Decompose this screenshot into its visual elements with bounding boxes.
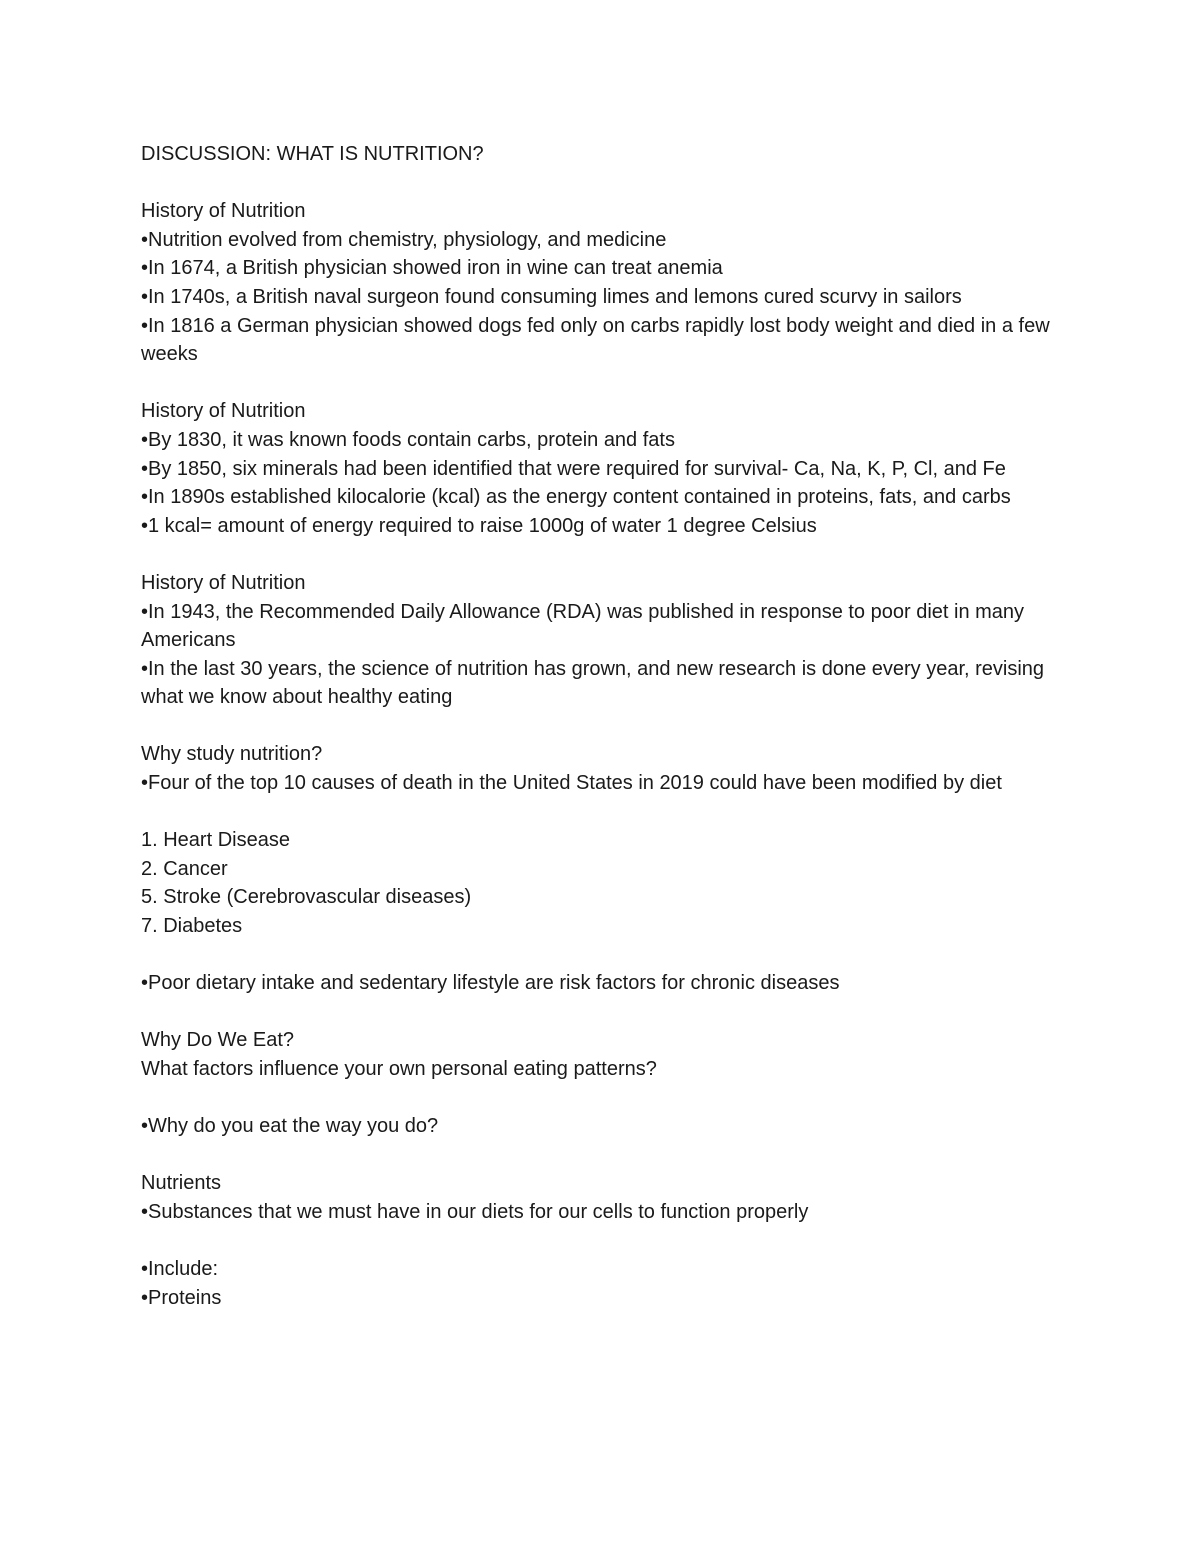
numbered-item: 5. Stroke (Cerebrovascular diseases) (141, 886, 472, 909)
document-body (141, 140, 1061, 1312)
section-heading: History of Nutrition (141, 571, 306, 594)
section-heading: History of Nutrition (141, 200, 306, 223)
numbered-item: 1. Heart Disease (141, 829, 290, 852)
section-heading: Why study nutrition? (141, 743, 323, 766)
document-title: DISCUSSION: WHAT IS NUTRITION? (141, 143, 484, 165)
bullet-item: •In 1674, a British physician showed iron in wine can treat anemia (141, 257, 723, 280)
section-heading: History of Nutrition (141, 400, 306, 423)
spacer (141, 998, 1061, 1027)
spacer (141, 540, 1061, 569)
bullet-item: •In the last 30 years, the science of nutrition has grown, and new research is done every year, revising what we know about healthy eating (141, 657, 1050, 709)
bullet-item: •Why do you eat the way you do? (141, 1115, 439, 1138)
spacer (141, 1084, 1061, 1113)
spacer (141, 798, 1061, 827)
bullet-item: •In 1816 a German physician showed dogs fed only on carbs rapidly lost body weight and died in a few weeks (141, 314, 1056, 366)
numbered-item: 2. Cancer (141, 857, 228, 880)
bullet-item: •In 1943, the Recommended Daily Allowance (RDA) was published in response to poor diet in many Americans (141, 600, 1029, 652)
spacer (141, 1141, 1061, 1170)
bullet-item: •In 1890s established kilocalorie (kcal) as the energy content contained in proteins, fats, and carbs (141, 486, 1011, 509)
spacer (141, 369, 1061, 398)
numbered-item: 7. Diabetes (141, 915, 243, 938)
spacer (141, 169, 1061, 198)
spacer (141, 712, 1061, 741)
bullet-item: •In 1740s, a British naval surgeon found consuming limes and lemons cured scurvy in sailors (141, 285, 962, 308)
section-heading: Nutrients (141, 1172, 222, 1195)
bullet-item: •Include: (141, 1258, 219, 1281)
bullet-item: •Four of the top 10 causes of death in the United States in 2019 could have been modified by diet (141, 772, 1002, 795)
bullet-item: •Substances that we must have in our diets for our cells to function properly (141, 1200, 809, 1223)
section-heading: Why Do We Eat? (141, 1029, 295, 1052)
bullet-item: •Proteins (141, 1286, 222, 1309)
bullet-item: •Nutrition evolved from chemistry, physiology, and medicine (141, 228, 667, 251)
bullet-item: •By 1850, six minerals had been identified that were required for survival- Ca, Na, K, P, Cl, and Fe (141, 457, 1006, 480)
bullet-item: •Poor dietary intake and sedentary lifestyle are risk factors for chronic diseases (141, 972, 840, 995)
bullet-item: •1 kcal= amount of energy required to raise 1000g of water 1 degree Celsius (141, 514, 817, 537)
spacer (141, 941, 1061, 970)
spacer (141, 1227, 1061, 1256)
bullet-item: •By 1830, it was known foods contain carbs, protein and fats (141, 428, 675, 451)
section-subheading: What factors influence your own personal eating patterns? (141, 1058, 657, 1080)
